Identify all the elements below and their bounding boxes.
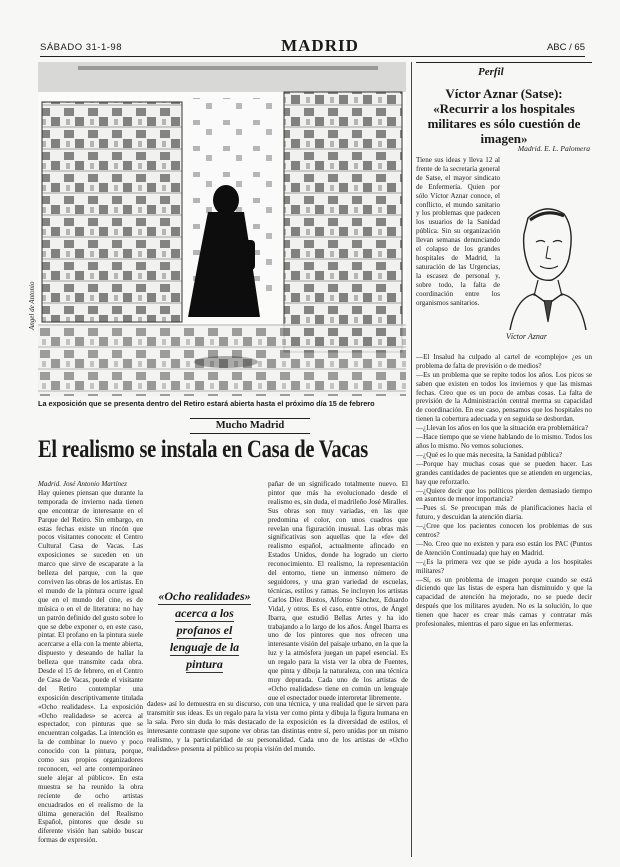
photo-credit: Angel de Antonio	[28, 281, 36, 330]
perfil-label: Perfil	[478, 66, 504, 78]
pull-quote-line: «Ocho realidades»	[158, 589, 251, 603]
article-column-1	[38, 480, 143, 860]
portrait-caption: Víctor Aznar	[506, 332, 547, 341]
issue-date: SÁBADO 31-1-98	[40, 42, 122, 53]
photo-caption: La exposición que se presenta dentro del Retiro estará abierta hasta el próximo día 15 de febrero	[38, 399, 375, 408]
interview-byline: Madrid. E. L. Palomera	[517, 144, 590, 153]
pull-quote-line: pintura	[186, 657, 223, 671]
perfil-rule	[416, 62, 592, 79]
interview-title: Víctor Aznar (Satse): «Recurrir a los hospitales militares es sólo cuestión de imagen»	[427, 86, 581, 146]
intro-text: Tiene sus ideas y lleva 12 al frente de la secretaría general de Satse, el mayor sindicato de Enfermería. Quien por sólo Víctor Aznar conoce, el conflicto, el mundo sanitario y los problemas que padecen los usuarios de la Sanidad pública. Sin su organización llevan semanas denunciando el colapso de los grandes hospitales de Madrid, la saturación de las Urgencias, la escasez de personal y, sobre todo, la falta de coordinación entre los organismos sanitarios.	[416, 156, 500, 307]
interview-qa	[416, 344, 592, 858]
page-number: ABC / 65	[546, 42, 585, 53]
column-1-text: Hay quienes piensan que durante la temporada de invierno nada tienen que encontrar de interesante en el Parque del Retiro. Sin embargo, en estas fechas existe un rincón que pocos visitantes conocen: el Centro Cultural Casa de Vacas. Las exposiciones se suceden en un marco que sirve de escaparate a la belleza del parque, con la que conviven las obras de los artistas. En el mundo de la pintura ocurre igual que en el mundo del cine, es de música o en el de literatura: no hay un patrón definido del gusto sobre lo que se debe exponer o, en este caso, pintar. El profano en la pintura suele acercarse a ella con la mente abierta, dispuesto y deseando de hallar la belleza que transmite cada obra. Desde el 15 de febrero, en el Centro de Casa de Vacas, puede el visitante del Retiro contemplar una exposición descriptivamente titulada «Ocho realidades». La exposición «Ocho realidades» se acerca al espectador, con pinturas que se encuentran colgadas. La intención es la de combinar lo nuevo y poco conocido con la pintura, porque, como sus propios organizadores reconocen, «el arte contemporáneo suele alejar al público». En esta muestra se ha reunido la obra reciente de ocho artistas encuadrados en el realismo de la última generación del Realismo Español, pintores que desde su diferente visión han sabido buscar formas de expresión.	[38, 488, 143, 845]
pull-quote	[147, 588, 262, 673]
column-3-text: dades» así lo demuestra en su discurso, con una técnica, y una realidad que le sirven para transmitir sus ideas. Es un regalo para la vista ver como pinta y dibuja la figura humana en la sala. Pero sin duda lo más destacado de la exposición es la diversidad de estilos, el interesante contraste que supone ver obras tan distintas entre sí, pero unidas por un mismo realismo, y la particularidad de su personalidad. Cada uno de los artistas de «Ocho realidades» presenta al público su propia visión del mundo.	[147, 700, 408, 753]
headline: El realismo se instala en Casa de Vacas	[38, 436, 369, 463]
column-divider	[411, 62, 412, 857]
byline: Madrid. José Antonio Martínez	[38, 480, 127, 488]
article-column-3	[147, 700, 408, 860]
pull-quote-line: profanos el	[176, 623, 233, 637]
photo-graphic	[38, 62, 406, 396]
pull-quote-line: lenguaje de la	[169, 640, 240, 654]
column-2-text: pañar de un significado totalmente nuevo. El pintor que más ha evolucionado desde el realismo es, sin duda, el madrileño José Miralles. Sus obras son muy variadas, en las que predomina el color, con unos cuadros que revelan una figuración inusual. Las obras más significativas son aquellas que la «fe» del realismo español, actualmente afincado en Estados Unidos, donde ha logrado un cierto reconocimiento. El realismo, la representación del entorno, tiene un inmenso número de seguidores, y una gran variedad de escuelas, técnicas, estilos y ramas. Se incluyen los artistas Carlos Díez Bustos, Alfonso Sánchez, Eduardo Vidal, y otros. Es el caso, entre otros, de Ángel Ibarra, que estudió Bellas Artes y ha ido trabajando a lo largo de los años. Ángel Ibarra es uno de los pintores que nos ofrecen una interesante visión del paisaje urbano, en la que la luz y la atmósfera juegan un papel esencial. Es un regalo para la vista ver la obra de Fuentes, que pinta y dibuja la naturaleza, con una técnica muy depurada. Cada uno de los artistas de «Ocho realidades» tiene en común un lenguaje que el espectador puede interpretar libremente.	[268, 480, 408, 700]
portrait-illustration	[500, 200, 590, 330]
pull-quote-line: acerca a los	[175, 606, 234, 620]
portrait-drawing	[500, 200, 590, 330]
page-header	[40, 38, 585, 57]
section-title: MADRID	[281, 36, 359, 55]
qa-text: —El Insalud ha culpado al cartel de «complejo» ¿es un problema de falta de previsión o de medios? —Es un problema que se repite todos los años. Los picos se saben que existen en todos los inviernos y que las mismas fechas. Creo que es un poco de ambas cosas. La falta de previsión de la Administración central merma su capacidad de coordinación. En ese caso, pensamos que los hospitales no tienen la cobertura adecuada y en seguida se desbordan. —¿Llevan los años en los que la situación era problemática? —Hace tiempo que se viene hablando de lo mismo. Todos los años lo mismo. No vemos soluciones. —¿Qué es lo que más necesita, la Sanidad pública? —Porque hay muchas cosas que se pueden hacer. Las grandes cantidades de pacientes que se atienden en urgencias, hay que reforzarlo. —¿Quiere decir que los políticos pierden demasiado tiempo en asuntos de menor importancia? —Pues sí. Se preocupan más de planificaciones hacia el futuro, y descuidan la atención diaria. —¿Cree que los pacientes conocen los problemas de sus centros? —No. Creo que no existen y para eso están los PAC (Puntos de Atención Continuada) que hay en Madrid. —¿Es la primera vez que se pide ayuda a los hospitales militares? —Sí, es un problema de imagen porque cuando se está diciendo que las listas de espera han disminuido y que la capacidad de atención ha mejorado, no se puede decir después que los militares ayuden. No es la solución, lo que tienen que hacer es crear más camas y contratar más profesionales, mientras el paro sigue en las enfermeras.	[416, 352, 592, 629]
exhibition-photo	[38, 62, 406, 396]
article-column-2	[268, 480, 408, 700]
interview-intro	[416, 156, 500, 332]
kicker: Mucho Madrid	[190, 418, 310, 434]
